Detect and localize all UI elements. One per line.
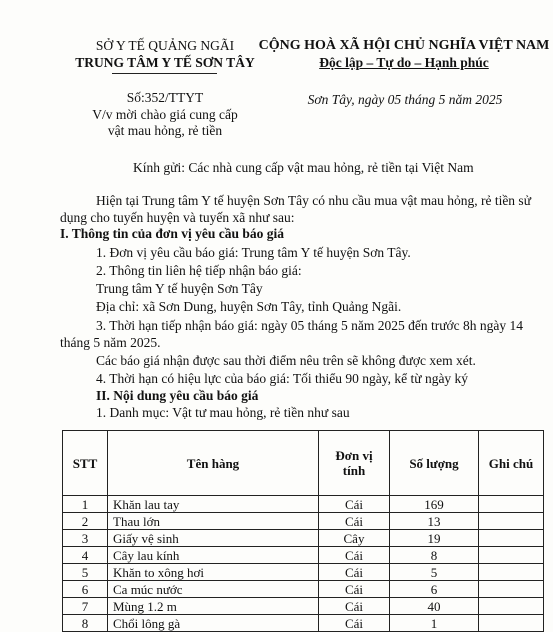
- cell-name: Ca múc nước: [108, 581, 319, 598]
- subject-line-1: V/v mời chào giá cung cấp: [92, 107, 238, 122]
- cell-unit: Cái: [319, 598, 390, 615]
- cell-note: [479, 564, 544, 581]
- cell-qty: 6: [390, 581, 479, 598]
- table-row: [63, 581, 544, 598]
- intro-line-2: dụng cho tuyến huyện và tuyến xã như sau:: [60, 210, 295, 225]
- cell-stt: 2: [63, 513, 108, 530]
- cell-name: Chổi lông gà: [108, 615, 319, 632]
- cell-stt: 5: [63, 564, 108, 581]
- cell-note: [479, 530, 544, 547]
- header-note: Ghi chú: [479, 431, 544, 496]
- cell-unit: Cái: [319, 513, 390, 530]
- table-row: [63, 513, 544, 530]
- table-row: [63, 496, 544, 513]
- cell-stt: 3: [63, 530, 108, 547]
- national-motto: Độc lập – Tự do – Hạnh phúc: [319, 55, 489, 70]
- cell-name: Thau lớn: [108, 513, 319, 530]
- cell-unit: Cái: [319, 547, 390, 564]
- cell-unit: Cái: [319, 581, 390, 598]
- agency-parent: SỞ Y TẾ QUẢNG NGÃI: [95, 38, 235, 53]
- item-1: 1. Đơn vị yêu cầu báo giá: Trung tâm Y tế huyện Sơn Tây.: [96, 245, 411, 260]
- cell-unit: Cái: [319, 615, 390, 632]
- cell-note: [479, 496, 544, 513]
- document-date: Sơn Tây, ngày 05 tháng 5 năm 2025: [307, 92, 503, 107]
- document-number: Số:352/TTYT: [126, 90, 204, 105]
- intro-line-1: Hiện tại Trung tâm Y tế huyện Sơn Tây có nhu cầu mua vật mau hỏng, rẻ tiền sử: [96, 193, 532, 208]
- agency-name: TRUNG TÂM Y TẾ SƠN TÂY: [75, 55, 255, 70]
- cell-qty: 5: [390, 564, 479, 581]
- cell-name: Khăn lau tay: [108, 496, 319, 513]
- cell-unit: Cây: [319, 530, 390, 547]
- cell-unit: Cái: [319, 564, 390, 581]
- cell-name: Cây lau kính: [108, 547, 319, 564]
- table-row: [63, 530, 544, 547]
- cell-qty: 13: [390, 513, 479, 530]
- cell-stt: 4: [63, 547, 108, 564]
- cell-qty: 19: [390, 530, 479, 547]
- cell-unit: Cái: [319, 496, 390, 513]
- cell-note: [479, 547, 544, 564]
- cell-name: Giấy vệ sinh: [108, 530, 319, 547]
- cell-qty: 40: [390, 598, 479, 615]
- address: Địa chỉ: xã Sơn Dung, huyện Sơn Tây, tỉnh Quảng Ngãi.: [96, 299, 402, 314]
- table-row: [63, 598, 544, 615]
- late-notice: Các báo giá nhận được sau thời điểm nêu trên sẽ không được xem xét.: [96, 353, 476, 368]
- item-2: 2. Thông tin liên hệ tiếp nhận báo giá:: [96, 263, 302, 278]
- cell-stt: 1: [63, 496, 108, 513]
- cell-qty: 1: [390, 615, 479, 632]
- item-3-line-1: 3. Thời hạn tiếp nhận báo giá: ngày 05 tháng 5 năm 2025 đến trước 8h ngày 14: [96, 318, 524, 333]
- cell-note: [479, 615, 544, 632]
- cell-note: [479, 513, 544, 530]
- table-row: [63, 547, 544, 564]
- item-4: 4. Thời hạn có hiệu lực của báo giá: Tối thiểu 90 ngày, kể từ ngày ký: [96, 371, 469, 386]
- header-name: Tên hàng: [108, 431, 319, 496]
- cell-qty: 8: [390, 547, 479, 564]
- item-3-line-2: tháng 5 năm 2025.: [60, 335, 161, 350]
- cell-stt: 7: [63, 598, 108, 615]
- subject-line-2: vật mau hỏng, rẻ tiền: [107, 123, 223, 138]
- header-unit: Đơn vị tính: [319, 431, 390, 496]
- cell-name: Mùng 1.2 m: [108, 598, 319, 615]
- item-2-detail: Trung tâm Y tế huyện Sơn Tây: [96, 281, 263, 296]
- cell-note: [479, 598, 544, 615]
- cell-qty: 169: [390, 496, 479, 513]
- header-qty: Số lượng: [390, 431, 479, 496]
- cell-stt: 6: [63, 581, 108, 598]
- section-2-title: II. Nội dung yêu cầu báo giá: [96, 388, 259, 403]
- table-row: [63, 615, 544, 632]
- list-intro: 1. Danh mục: Vật tư mau hỏng, rẻ tiền như sau: [96, 405, 350, 420]
- header-stt: STT: [63, 431, 108, 496]
- table-row: [63, 564, 544, 581]
- section-1-title: I. Thông tin của đơn vị yêu cầu báo giá: [60, 226, 285, 241]
- cell-note: [479, 581, 544, 598]
- agency-underline: [112, 73, 217, 74]
- table-header-row: [63, 431, 544, 496]
- cell-stt: 8: [63, 615, 108, 632]
- cell-name: Khăn to xông hơi: [108, 564, 319, 581]
- items-table: [62, 430, 544, 632]
- addressee: Kính gửi: Các nhà cung cấp vật mau hỏng, rẻ tiền tại Việt Nam: [133, 160, 474, 175]
- national-title: CỘNG HOÀ XÃ HỘI CHỦ NGHĨA VIỆT NAM: [258, 38, 550, 53]
